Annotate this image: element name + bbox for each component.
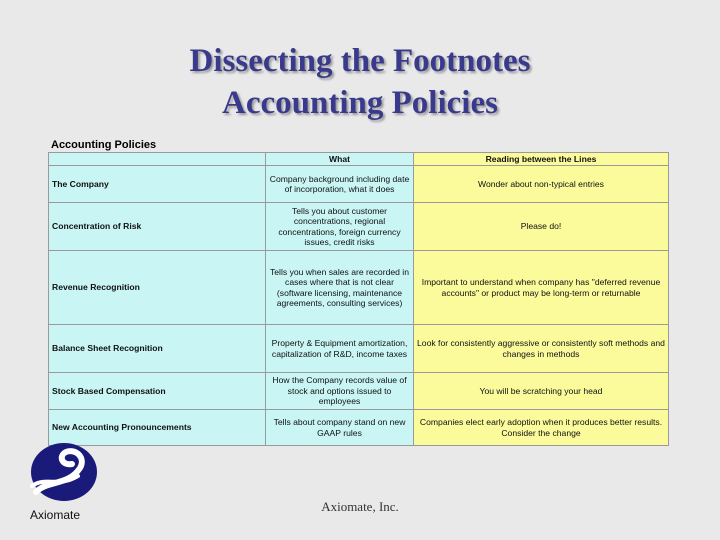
what-cell: Tells you when sales are recorded in cases where that is not clear (software licensing, maintenance agreements, consulting services): [266, 251, 414, 325]
topic-cell: Concentration of Risk: [49, 203, 266, 251]
lines-cell: Companies elect early adoption when it produces better results. Consider the change: [414, 410, 669, 446]
table-row: [49, 166, 669, 203]
header-topic-cell: [49, 153, 266, 166]
table-row: [49, 373, 669, 410]
what-cell: How the Company records value of stock and options issued to employees: [266, 373, 414, 410]
lines-cell: Wonder about non-typical entries: [414, 166, 669, 203]
table-header-row: [49, 153, 669, 166]
what-cell: Property & Equipment amortization, capitalization of R&D, income taxes: [266, 325, 414, 373]
header-lines-cell: Reading between the Lines: [414, 153, 669, 166]
lines-cell: You will be scratching your head: [414, 373, 669, 410]
table-row: [49, 410, 669, 446]
table-row: [49, 251, 669, 325]
footer-company: Axiomate, Inc.: [321, 499, 399, 514]
accounting-policies-table: [48, 152, 669, 446]
slide-title-line-1: Dissecting the Footnotes: [189, 43, 531, 79]
what-cell: Company background including date of incorporation, what it does: [266, 166, 414, 203]
topic-cell: Revenue Recognition: [49, 251, 266, 325]
topic-cell: Stock Based Compensation: [49, 373, 266, 410]
slide-title-line-2: Accounting Policies: [222, 85, 498, 121]
what-cell: Tells about company stand on new GAAP rules: [266, 410, 414, 446]
lines-cell: Look for consistently aggressive or consistently soft methods and changes in methods: [414, 325, 669, 373]
what-cell: Tells you about customer concentrations, regional concentrations, foreign currency issues, credit risks: [266, 203, 414, 251]
table-heading: Accounting Policies: [51, 139, 157, 151]
table-row: [49, 325, 669, 373]
logo-text: Axiomate: [30, 508, 81, 522]
lines-cell: Please do!: [414, 203, 669, 251]
lines-cell: Important to understand when company has "deferred revenue accounts" or product may be long-term or returnable: [414, 251, 669, 325]
topic-cell: New Accounting Pronouncements: [49, 410, 266, 446]
topic-cell: Balance Sheet Recognition: [49, 325, 266, 373]
topic-cell: The Company: [49, 166, 266, 203]
table-row: [49, 203, 669, 251]
slide-title: [0, 40, 720, 124]
header-what-cell: What: [266, 153, 414, 166]
